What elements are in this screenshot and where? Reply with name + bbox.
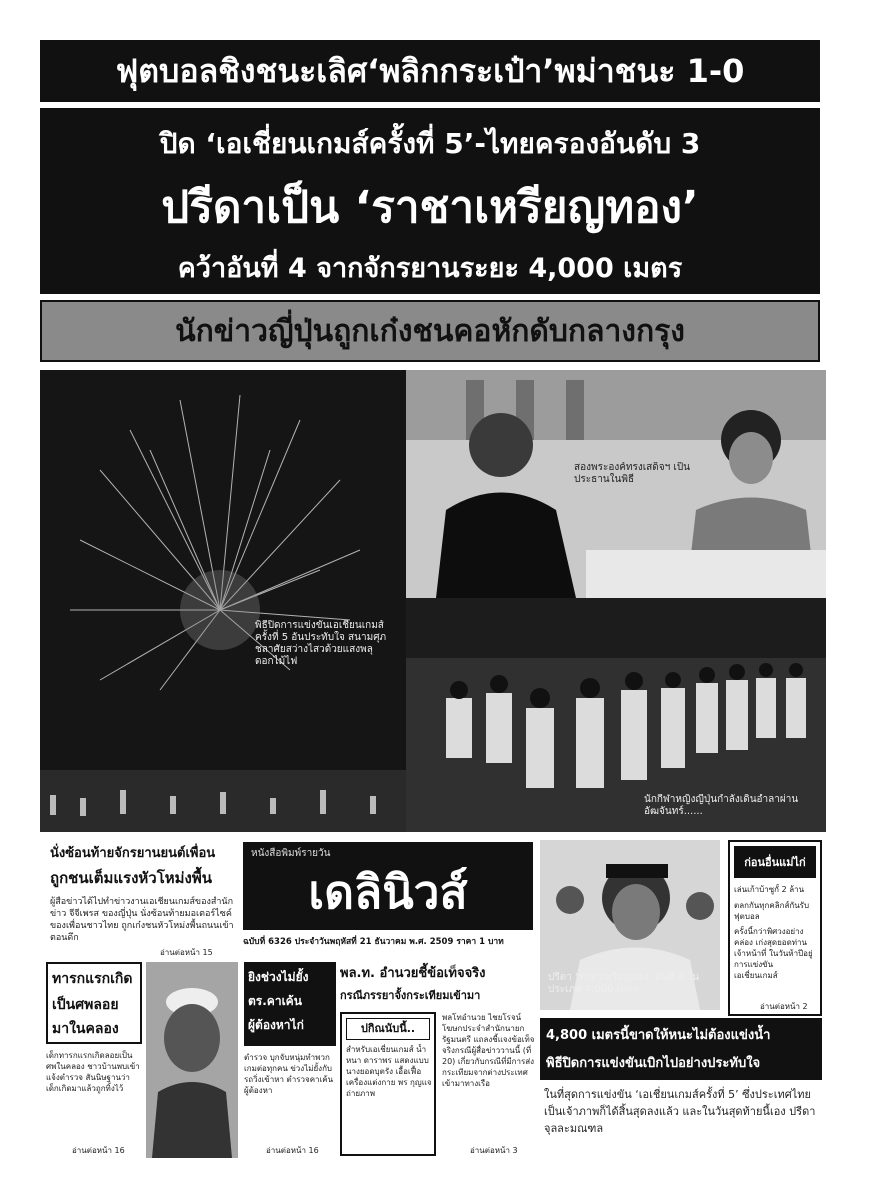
parade-photo [406, 598, 826, 832]
masthead-box [243, 842, 533, 930]
police-story-headline3: ผู้ต้องหาไก่ [248, 1018, 304, 1032]
left-story-ref: อ่านต่อหน้า 15 [160, 948, 213, 957]
fireworks-photo [40, 370, 406, 832]
baby-story-headline3: มาในคลอง [52, 1021, 119, 1037]
headline-journalist: นักข่าวญี่ปุ่นถูกเก๋งชนคอหักดับกลางกรุง [40, 300, 820, 362]
left-story-headline1: นั่งซ้อนท้ายจักรยานยนต์เพื่อน [50, 846, 216, 861]
headline-top: ฟุตบอลชิงชนะเลิศ‘พลิกกระเป๋า’พม่าชนะ 1-0 [40, 40, 820, 102]
general-story-headline1: พล.ท. อำนวยชี้ข้อเท็จจริง [340, 966, 486, 981]
police-story-headline2: ตร.คาเค้น [248, 994, 302, 1008]
main-headline-block [40, 108, 820, 294]
column-body: สำหรับเอเชี่ยนเกมส์ น้ำหนา ดาราพร แสดงแบบ นางยอดบุตรัง เอื้อเฟื้อเครื่องแต่งกาย พร กุญแจ ถ่ายภาพ [346, 1045, 432, 1098]
bottom-right-story [540, 1018, 822, 1158]
general-story [340, 962, 536, 1158]
baby-story-headline1: ทารกแรกเกิด [52, 971, 133, 987]
masthead [243, 842, 533, 952]
cyclist-caption: ปรีดา ‘ราชาเหรียญทอง’ อันที่ 4 ในประเภท 4,000 เมตร [548, 972, 700, 995]
general-story-headline2: กรณีภรรยาจั้งกระเทียมเข้ามา [340, 989, 481, 1002]
bottom-right-headline-box [540, 1018, 822, 1080]
women-caption: นักกีฬาหญิงญี่ปุ่นกำลังเดินอำลาผ่านอัฒจันทร์...... [644, 794, 799, 817]
baby-story [46, 962, 142, 1158]
bottom-right-body: ในที่สุดการแข่งขัน ‘เอเชี่ยนเกมส์ครั้งที่ 5’ ซึ่งประเทศไทยเป็นเจ้าภาพก็ได้สิ้นสุดลงแล้ว และในวันสุดท้ายนี้เอง ปรีดา จุลละมณฑล [544, 1088, 816, 1135]
bottom-right-headline2: พิธีปิดการแข่งขันเบิกไปอย่างประทับใจ [546, 1056, 761, 1071]
sidebar-item2: ตลกกันทุกคลิกส์กันรับฟุตบอล [734, 901, 810, 921]
column-box [340, 1012, 436, 1156]
left-story-body: ผู้สื่อข่าวได้ไปทำข่าวงานเอเชี่ยนเกมส์ของสำนักข่าว จีจีเพรส ของญี่ปุ่น นั่งซ้อนท้ายมอเตอร์ไซค์ของเพื่อนชาวไทย ถูกเก๋งชนหัวโหม่งพื้นถนนเข้าตอนดึก [50, 897, 234, 943]
general-story-ref: อ่านต่อหน้า 3 [470, 1146, 518, 1155]
bottom-right-headline1: 4,800 เมตรนี้ขาดให้หนะไม่ต้องแข่งน้ำ [546, 1028, 771, 1043]
royal-photo [406, 370, 826, 598]
baby-story-headline2: เป็นศพลอย [52, 997, 119, 1013]
police-story-body: ตำรวจ บุกจับหนุ่มทำพวกเกมต่อทุกคน ข่วงไม่ยั้งกับรถวิ่งเข้าหา ตำรวจคาเค้นผู้ต้องหา [244, 1053, 334, 1095]
baby-story-body: เด็กทารกแรกเกิดลอยเป็นศพในคลอง ชาวบ้านพบเข้าแจ้งตำรวจ สันนิษฐานว่าเด็กเกิดมาแล้วถูกทิ้งไว้ [46, 1051, 140, 1093]
royal-caption: สองพระองค์ทรงเสด็จฯ เป็นประธานในพิธี [574, 462, 691, 485]
police-story-ref: อ่านต่อหน้า 16 [266, 1146, 319, 1155]
headline-pricha-king: ปรีดาเป็น ‘ราชาเหรียญทอง’ [40, 174, 820, 240]
sidebar-box [728, 840, 822, 1016]
left-story-headline2: ถูกชนเต็มแรงหัวโหม่งพื้น [50, 869, 213, 887]
masthead-subtitle: หนังสือพิมพ์รายวัน [251, 848, 331, 859]
general-story-body: พลโทอำนวย ไชยโรจน์ โฆษกประจำสำนักนายกรัฐมนตรี แถลงชี้แจงข้อเท็จจริงกรณีผู้สื่อข่าววานนี้ (ที่ 20) เกี่ยวกับกรณีที่มีการส่งกระเทียมจากต่างประเทศ เข้ามาทางเรือ [442, 1013, 535, 1088]
fireworks-caption: พิธีปิดการแข่งขันเอเชี่ยนเกมส์ครั้งที่ 5 อันประทับใจ สนามศุภชลาศัยสว่างไสวด้วยแสงพลุ ดอกไม้ไฟ [255, 620, 387, 667]
baby-story-headline-box [46, 962, 142, 1044]
left-story [50, 842, 240, 960]
headline-fourth-medal: คว้าอันที่ 4 จากจักรยานระยะ 4,000 เมตร [40, 242, 820, 292]
portrait-photo [146, 962, 238, 1158]
sidebar-title: ก่อนอื่นแม่ไก่ [734, 846, 816, 878]
baby-story-ref: อ่านต่อหน้า 16 [72, 1146, 125, 1155]
sidebar-ref: อ่านต่อหน้า 2 [760, 1002, 808, 1011]
police-story-headline1: ยิงช่วงไม่ยั้ง [248, 970, 309, 984]
police-story [244, 962, 336, 1158]
person-icon [146, 962, 238, 1158]
headline-close-games: ปิด ‘เอเชี่ยนเกมส์ครั้งที่ 5’-ไทยครองอันดับ 3 [40, 116, 820, 172]
fireworks-icon [40, 370, 406, 832]
cyclist-photo [540, 840, 720, 1010]
sidebar-item1: เล่นเก้าบ้าซูกั้ 2 ล้าน [734, 885, 805, 894]
police-story-headline-box [244, 962, 336, 1046]
column-title: ปกิณนับนี้.. [346, 1018, 430, 1040]
sidebar-body: ครั้งนี้กว่าพิศวงอย่างคล่อง เก่งสุดยอดท่านเจ้าหน้าที่ ในวันห้าปีอยู่การแข่งขัน เอเชี่ยนเกมส์ [734, 927, 813, 980]
masthead-title: เดลินิวส์ [308, 864, 468, 919]
masthead-issue-line: ฉบับที่ 6326 ประจำวันพฤหัสที่ 21 ธันวาคม พ.ศ. 2509 ราคา 1 บาท [243, 937, 504, 947]
